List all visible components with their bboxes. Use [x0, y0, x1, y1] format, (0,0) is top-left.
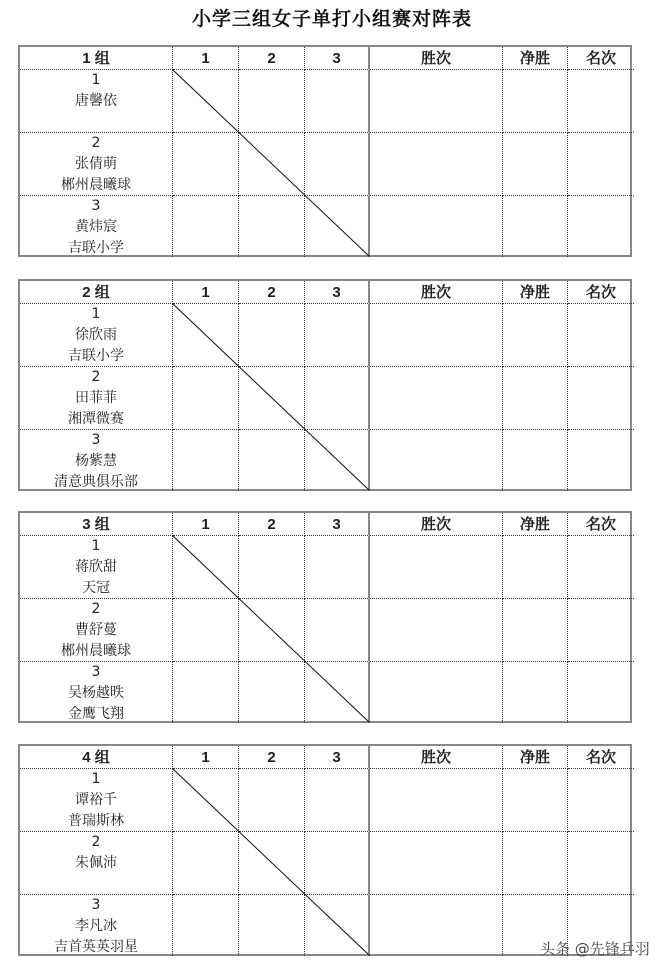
- score-cell[interactable]: [305, 832, 370, 895]
- group-table-3: [18, 511, 632, 723]
- player-name: 朱佩沛: [75, 855, 117, 871]
- col-header-3: 3: [305, 281, 370, 304]
- player-number: 3: [91, 664, 101, 680]
- wins-cell[interactable]: [370, 895, 503, 956]
- net-header: 净胜: [503, 47, 568, 70]
- score-cell[interactable]: [305, 304, 370, 367]
- net-cell[interactable]: [503, 536, 568, 599]
- player-number: 1: [91, 538, 101, 554]
- rank-cell[interactable]: [568, 536, 634, 599]
- score-cell[interactable]: [173, 832, 239, 895]
- score-cell[interactable]: [239, 70, 305, 133]
- player-number: 3: [91, 432, 101, 448]
- col-header-1: 1: [173, 281, 239, 304]
- score-cell[interactable]: [239, 662, 305, 723]
- rank-header: 名次: [568, 47, 634, 70]
- rank-header: 名次: [568, 746, 634, 769]
- player-cell: [20, 662, 173, 723]
- player-number: 1: [91, 306, 101, 322]
- wins-cell[interactable]: [370, 769, 503, 832]
- rank-cell[interactable]: [568, 70, 634, 133]
- wins-cell[interactable]: [370, 832, 503, 895]
- group-label: 1 组: [20, 47, 173, 70]
- player-cell: [20, 895, 173, 956]
- wins-cell[interactable]: [370, 367, 503, 430]
- rank-cell[interactable]: [568, 599, 634, 662]
- player-name: 谭裕千: [75, 792, 117, 808]
- player-cell: [20, 769, 173, 832]
- player-cell: [20, 430, 173, 491]
- score-cell[interactable]: [305, 895, 370, 956]
- wins-cell[interactable]: [370, 662, 503, 723]
- net-header: 净胜: [503, 513, 568, 536]
- net-cell[interactable]: [503, 769, 568, 832]
- player-name: 黄炜宸: [75, 219, 117, 235]
- player-name: 田菲菲: [75, 390, 117, 406]
- player-club: 郴州晨曦球: [61, 177, 131, 193]
- score-cell[interactable]: [305, 196, 370, 257]
- player-club: 普瑞斯林: [68, 813, 124, 829]
- rank-cell[interactable]: [568, 832, 634, 895]
- score-cell[interactable]: [239, 536, 305, 599]
- wins-header: 胜次: [370, 281, 503, 304]
- net-cell[interactable]: [503, 599, 568, 662]
- player-club: 天冠: [82, 580, 110, 596]
- score-cell[interactable]: [173, 196, 239, 257]
- player-cell: [20, 536, 173, 599]
- score-cell[interactable]: [173, 70, 239, 133]
- net-cell[interactable]: [503, 196, 568, 257]
- page-title: 小学三组女子单打小组赛对阵表: [191, 8, 472, 30]
- net-cell[interactable]: [503, 430, 568, 491]
- player-cell: [20, 196, 173, 257]
- col-header-1: 1: [173, 513, 239, 536]
- group-label: 3 组: [20, 513, 173, 536]
- net-cell[interactable]: [503, 662, 568, 723]
- player-number: 2: [91, 601, 101, 617]
- player-club: 清意典俱乐部: [54, 474, 138, 490]
- score-cell[interactable]: [173, 662, 239, 723]
- player-name: 唐馨依: [75, 93, 117, 109]
- rank-header: 名次: [568, 513, 634, 536]
- score-cell[interactable]: [305, 769, 370, 832]
- wins-cell[interactable]: [370, 430, 503, 491]
- col-header-2: 2: [239, 281, 305, 304]
- player-name: 曹舒蔓: [75, 622, 117, 638]
- net-cell[interactable]: [503, 367, 568, 430]
- score-cell[interactable]: [239, 304, 305, 367]
- group-label: 2 组: [20, 281, 173, 304]
- player-name: 吴杨越昳: [68, 685, 124, 701]
- player-cell: [20, 599, 173, 662]
- wins-cell[interactable]: [370, 304, 503, 367]
- score-cell[interactable]: [239, 196, 305, 257]
- score-cell[interactable]: [173, 430, 239, 491]
- col-header-2: 2: [239, 513, 305, 536]
- score-cell[interactable]: [305, 662, 370, 723]
- player-name: 张倩萌: [75, 156, 117, 172]
- watermark: 头条 @先锋乒羽: [540, 940, 650, 958]
- rank-cell[interactable]: [568, 769, 634, 832]
- rank-cell[interactable]: [568, 304, 634, 367]
- score-cell[interactable]: [305, 133, 370, 196]
- rank-header: 名次: [568, 281, 634, 304]
- score-cell[interactable]: [173, 599, 239, 662]
- player-cell: [20, 70, 173, 133]
- player-name: 李凡冰: [75, 918, 117, 934]
- player-name: 徐欣雨: [75, 327, 117, 343]
- wins-header: 胜次: [370, 746, 503, 769]
- score-cell[interactable]: [239, 769, 305, 832]
- col-header-3: 3: [305, 513, 370, 536]
- player-club: 吉联小学: [68, 348, 124, 364]
- rank-cell[interactable]: [568, 196, 634, 257]
- score-cell[interactable]: [305, 536, 370, 599]
- player-cell: [20, 367, 173, 430]
- rank-cell[interactable]: [568, 133, 634, 196]
- score-cell[interactable]: [239, 832, 305, 895]
- wins-header: 胜次: [370, 513, 503, 536]
- net-cell[interactable]: [503, 832, 568, 895]
- col-header-2: 2: [239, 746, 305, 769]
- score-cell[interactable]: [173, 304, 239, 367]
- col-header-3: 3: [305, 746, 370, 769]
- rank-cell[interactable]: [568, 430, 634, 491]
- player-number: 2: [91, 369, 101, 385]
- score-cell[interactable]: [305, 430, 370, 491]
- wins-header: 胜次: [370, 47, 503, 70]
- player-number: 3: [91, 897, 101, 913]
- player-club: 吉联小学: [68, 240, 124, 256]
- group-table-1: [18, 45, 632, 257]
- score-cell[interactable]: [239, 895, 305, 956]
- score-cell[interactable]: [305, 70, 370, 133]
- group-table-2: [18, 279, 632, 491]
- rank-cell[interactable]: [568, 662, 634, 723]
- score-cell[interactable]: [173, 895, 239, 956]
- player-club: 吉首英英羽星: [54, 939, 138, 955]
- rank-cell[interactable]: [568, 367, 634, 430]
- group-table-4: [18, 744, 632, 956]
- score-cell[interactable]: [239, 133, 305, 196]
- col-header-1: 1: [173, 746, 239, 769]
- score-cell[interactable]: [173, 133, 239, 196]
- col-header-1: 1: [173, 47, 239, 70]
- wins-cell[interactable]: [370, 196, 503, 257]
- player-cell: [20, 304, 173, 367]
- player-club: 金鹰飞翔: [68, 706, 124, 722]
- group-label: 4 组: [20, 746, 173, 769]
- net-cell[interactable]: [503, 133, 568, 196]
- player-club: 湘潭微赛: [68, 411, 124, 427]
- score-cell[interactable]: [239, 430, 305, 491]
- wins-cell[interactable]: [370, 133, 503, 196]
- net-cell[interactable]: [503, 304, 568, 367]
- player-name: 杨紫慧: [75, 453, 117, 469]
- net-header: 净胜: [503, 281, 568, 304]
- score-cell[interactable]: [173, 769, 239, 832]
- player-club: 郴州晨曦球: [61, 643, 131, 659]
- score-cell[interactable]: [173, 367, 239, 430]
- col-header-3: 3: [305, 47, 370, 70]
- player-number: 2: [91, 135, 101, 151]
- score-cell[interactable]: [239, 367, 305, 430]
- wins-cell[interactable]: [370, 536, 503, 599]
- player-number: 1: [91, 771, 101, 787]
- score-cell[interactable]: [305, 599, 370, 662]
- wins-cell[interactable]: [370, 70, 503, 133]
- net-cell[interactable]: [503, 70, 568, 133]
- player-name: 蒋欣甜: [75, 559, 117, 575]
- player-cell: [20, 832, 173, 895]
- score-cell[interactable]: [305, 367, 370, 430]
- col-header-2: 2: [239, 47, 305, 70]
- player-number: 2: [91, 834, 101, 850]
- score-cell[interactable]: [239, 599, 305, 662]
- player-number: 3: [91, 198, 101, 214]
- net-header: 净胜: [503, 746, 568, 769]
- score-cell[interactable]: [173, 536, 239, 599]
- wins-cell[interactable]: [370, 599, 503, 662]
- player-number: 1: [91, 72, 101, 88]
- player-cell: [20, 133, 173, 196]
